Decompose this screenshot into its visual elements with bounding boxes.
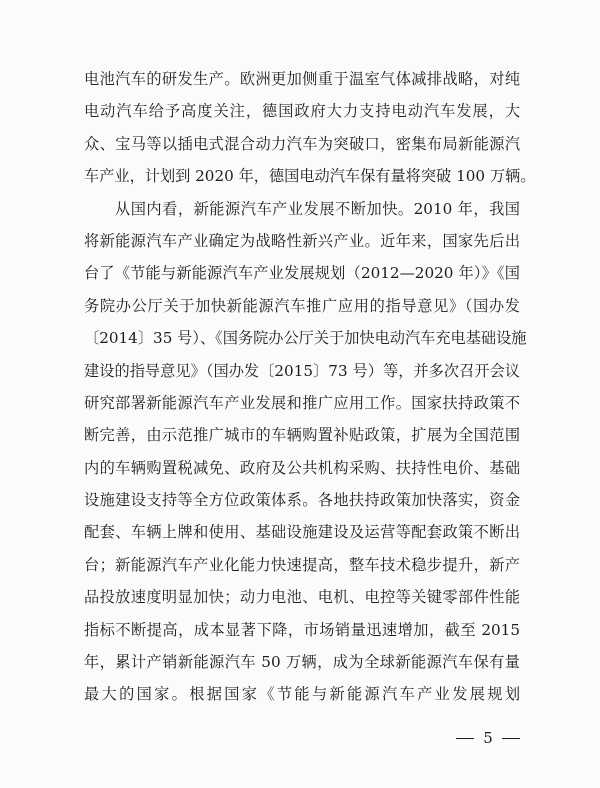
text-line: 配套、车辆上牌和使用、基础设施建设及运营等配套政策不断出	[84, 523, 520, 542]
page-number-value: 5	[483, 729, 493, 747]
text-line: 电池汽车的研发生产。欧洲更加侧重于温室气体减排战略，对纯	[84, 70, 520, 88]
text-line: 〔2014〕35 号）、《国务院办公厅关于加快电动汽车充电基础设施	[84, 329, 527, 348]
paragraph-1	[84, 63, 536, 193]
text-line: 研究部署新能源汽车产业发展和推广应用工作。国家扶持政策不	[84, 393, 520, 412]
text-line: 年，累计产销新能源汽车 50 万辆，成为全球新能源汽车保有量	[84, 653, 520, 672]
text-line: 台；新能源汽车产业化能力快速提高，整车技术稳步提升，新产	[84, 555, 520, 574]
text-line: 电动汽车给予高度关注，德国政府大力支持电动汽车发展，大	[84, 102, 520, 121]
text-line: 建设的指导意见》（国办发〔2015〕73 号）等，并多次召开会议	[84, 361, 520, 380]
page-number	[456, 728, 520, 748]
paragraph-2	[84, 193, 527, 711]
page-number-dash-right	[502, 738, 520, 739]
body-text	[84, 63, 536, 711]
text-line: 从国内看，新能源汽车产业发展不断加快。2010 年，我国	[115, 199, 520, 218]
text-line: 众、宝马等以插电式混合动力汽车为突破口，密集布局新能源汽	[84, 134, 520, 153]
text-line: 品投放速度明显加快；动力电池、电机、电控等关键零部件性能	[84, 588, 520, 607]
text-line: 设施建设支持等全方位政策体系。各地扶持政策加快落实，资金	[84, 491, 520, 510]
text-line: 内的车辆购置税减免、政府及公共机构采购、扶持性电价、基础	[84, 458, 520, 477]
text-line: 最大的国家。根据国家《节能与新能源汽车产业发展规划	[84, 685, 520, 704]
page-number-dash-left	[456, 738, 474, 739]
text-line: 断完善，由示范推广城市的车辆购置补贴政策，扩展为全国范围	[84, 426, 520, 445]
text-line: 务院办公厅关于加快新能源汽车推广应用的指导意见》（国办发	[84, 296, 520, 315]
text-line: 将新能源汽车产业确定为战略性新兴产业。近年来，国家先后出	[84, 231, 520, 250]
text-line: 车产业，计划到 2020 年，德国电动汽车保有量将突破 100 万辆。	[84, 167, 536, 186]
text-line: 台了《节能与新能源汽车产业发展规划（2012—2020 年）》《国	[84, 264, 520, 283]
text-line: 指标不断提高，成本显著下降，市场销量迅速增加，截至 2015	[84, 620, 520, 639]
